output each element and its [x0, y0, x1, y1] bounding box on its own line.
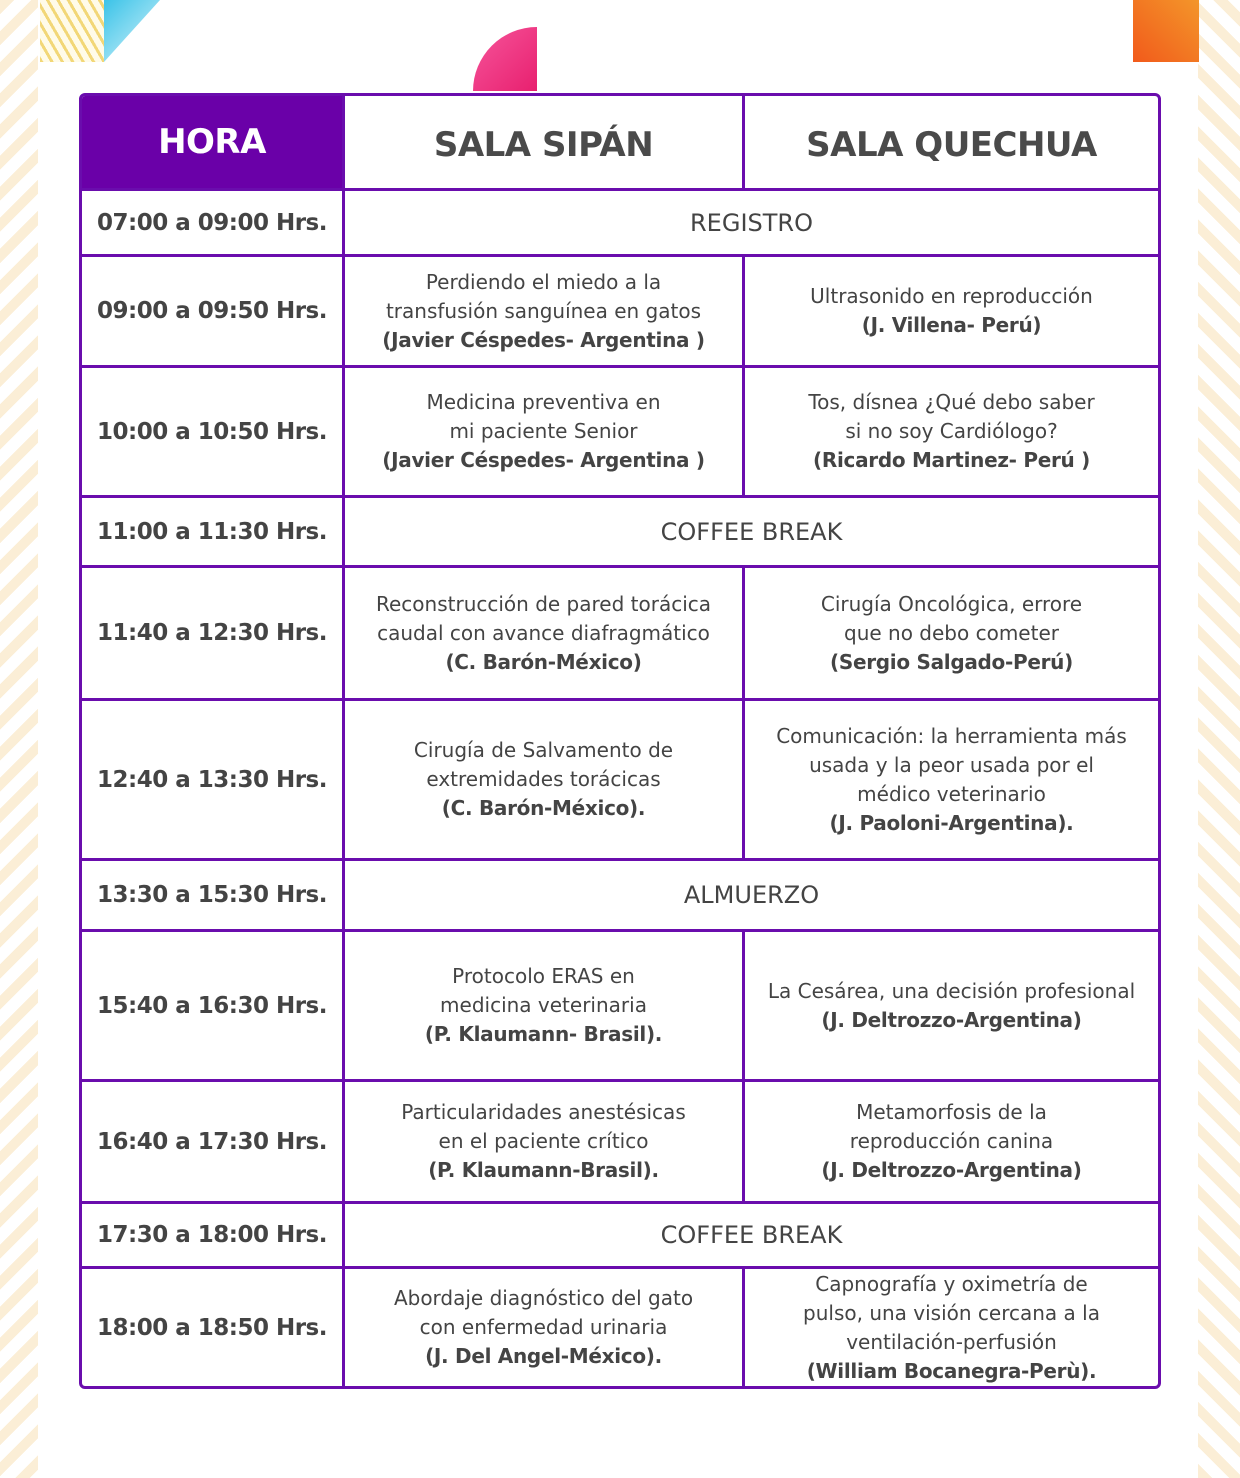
session-sala-quechua	[745, 932, 1158, 1082]
session-title-line: reproducción canina	[849, 1129, 1054, 1153]
session-title-line: que no debo cometer	[844, 620, 1059, 645]
session-title-line: en el paciente crítico	[438, 1129, 649, 1153]
time-slot: 09:00 a 09:50 Hrs.	[82, 257, 345, 368]
session-title-line: Abordaje diagnóstico del gato	[393, 1286, 694, 1310]
session-speaker: (P. Klaumann- Brasil).	[424, 1022, 663, 1046]
session-title-line: Capnografía y oximetría de	[815, 1271, 1088, 1296]
session-sala-sipan	[345, 368, 745, 498]
session-title-line: usada y la peor usada por el	[809, 752, 1094, 777]
session-speaker: (C. Barón-México)	[445, 649, 642, 674]
session-speaker: (J. Deltrozzo-Argentina)	[821, 1158, 1082, 1182]
session-title-line: Tos, dísnea ¿Qué debo saber	[808, 390, 1095, 414]
time-slot: 10:00 a 10:50 Hrs.	[82, 368, 345, 498]
session-speaker: (Sergio Salgado-Perú)	[830, 649, 1073, 674]
session-sala-quechua	[745, 568, 1158, 701]
time-slot: 12:40 a 13:30 Hrs.	[82, 701, 345, 861]
time-slot: 13:30 a 15:30 Hrs.	[82, 861, 345, 932]
session-speaker: (Javier Céspedes- Argentina )	[382, 327, 705, 352]
session-sala-quechua	[745, 1269, 1158, 1386]
time-slot: 17:30 a 18:00 Hrs.	[82, 1204, 345, 1269]
header-sala-sipan: SALA SIPÁN	[345, 96, 745, 191]
header-sala-quechua: SALA QUECHUA	[745, 96, 1158, 191]
session-title-line: transfusión sanguínea en gatos	[385, 298, 702, 323]
session-title-line: extremidades torácicas	[426, 767, 661, 791]
session-title-line: Perdiendo el miedo a la	[425, 269, 662, 294]
session-title-line: caudal con avance diafragmático	[377, 620, 710, 645]
session-sala-sipan	[345, 257, 745, 368]
session-speaker: (P. Klaumann-Brasil).	[428, 1158, 659, 1182]
session-speaker: (J. Paoloni-Argentina).	[829, 810, 1074, 835]
session-title-line: si no soy Cardiólogo?	[845, 419, 1058, 443]
session-speaker: (J. Deltrozzo-Argentina)	[821, 1007, 1082, 1032]
session-speaker: (J. Villena- Perú)	[861, 313, 1042, 337]
break-banner: COFFEE BREAK	[345, 1204, 1158, 1269]
time-slot: 18:00 a 18:50 Hrs.	[82, 1269, 345, 1386]
session-title-line: Protocolo ERAS en	[452, 964, 635, 988]
session-sala-sipan	[345, 701, 745, 861]
decorative-gold-pattern	[40, 0, 104, 62]
time-slot: 15:40 a 16:30 Hrs.	[82, 932, 345, 1082]
break-banner: REGISTRO	[345, 191, 1158, 257]
session-sala-sipan	[345, 1082, 745, 1204]
session-speaker: (Ricardo Martinez- Perú )	[813, 448, 1090, 472]
decorative-stripes-left	[0, 0, 38, 1478]
decorative-cyan-triangle	[104, 0, 160, 62]
session-title-line: mi paciente Senior	[449, 419, 638, 443]
time-slot: 07:00 a 09:00 Hrs.	[82, 191, 345, 257]
header-hora: HORA	[82, 96, 345, 191]
session-title-line: Reconstrucción de pared torácica	[376, 591, 711, 616]
session-sala-quechua	[745, 257, 1158, 368]
break-banner: COFFEE BREAK	[345, 498, 1158, 568]
session-sala-quechua	[745, 1082, 1158, 1204]
session-speaker: (J. Del Angel-México).	[425, 1344, 662, 1368]
session-title-line: Ultrasonido en reproducción	[810, 284, 1093, 308]
session-title-line: Medicina preventiva en	[426, 390, 661, 414]
session-title-line: médico veterinario	[857, 781, 1046, 806]
time-slot: 11:00 a 11:30 Hrs.	[82, 498, 345, 568]
session-title-line: con enfermedad urinaria	[419, 1315, 668, 1339]
session-title-line: Metamorfosis de la	[856, 1100, 1047, 1124]
session-speaker: (Javier Céspedes- Argentina )	[382, 448, 705, 472]
break-banner: ALMUERZO	[345, 861, 1158, 932]
decorative-stripes-right	[1198, 0, 1240, 1478]
session-sala-sipan	[345, 568, 745, 701]
session-title-line: Comunicación: la herramienta más	[776, 723, 1127, 748]
session-title-line: Cirugía Oncológica, errore	[820, 591, 1083, 616]
session-title-line: ventilación-perfusión	[846, 1329, 1057, 1354]
time-slot: 11:40 a 12:30 Hrs.	[82, 568, 345, 701]
session-title-line: pulso, una visión cercana a la	[803, 1300, 1100, 1325]
decorative-orange-square	[1133, 0, 1199, 62]
session-title-line: Cirugía de Salvamento de	[413, 738, 674, 762]
session-title-line: medicina veterinaria	[440, 993, 647, 1017]
decorative-pink-quarter-circle	[473, 27, 537, 91]
schedule-table	[79, 93, 1161, 1389]
time-slot: 16:40 a 17:30 Hrs.	[82, 1082, 345, 1204]
session-speaker: (C. Barón-México).	[441, 796, 646, 820]
session-sala-quechua	[745, 701, 1158, 861]
session-sala-sipan	[345, 1269, 745, 1386]
session-sala-sipan	[345, 932, 745, 1082]
session-title-line: Particularidades anestésicas	[401, 1100, 686, 1124]
session-sala-quechua	[745, 368, 1158, 498]
session-speaker: (William Bocanegra-Perù).	[806, 1358, 1097, 1383]
session-title-line: La Cesárea, una decisión profesional	[767, 978, 1136, 1003]
